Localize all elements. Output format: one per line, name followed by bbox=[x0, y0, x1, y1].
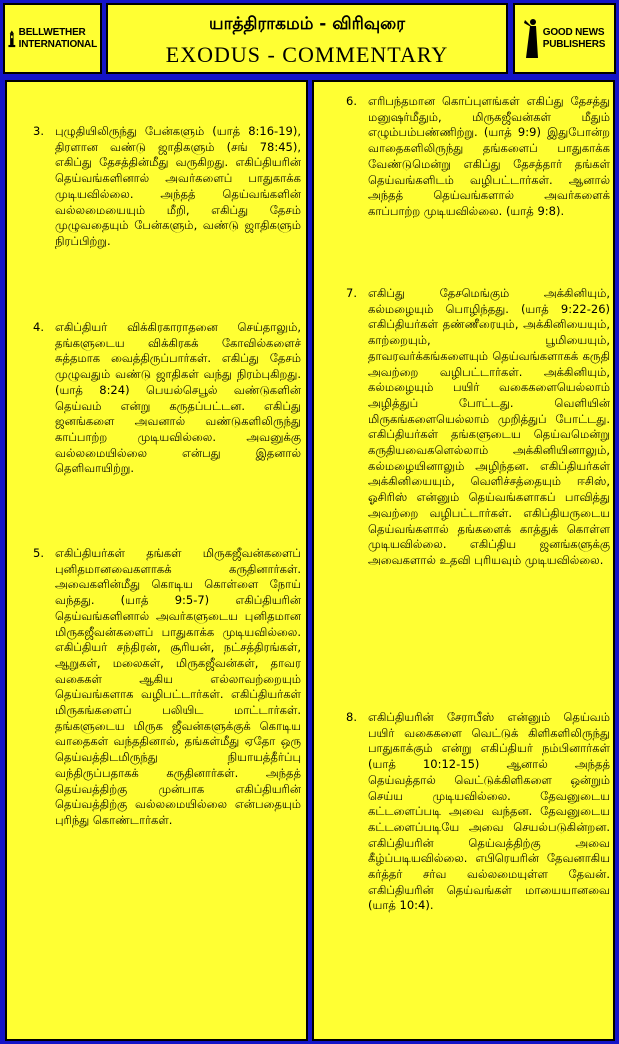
good-news-logo-text: GOOD NEWS PUBLISHERS bbox=[542, 26, 606, 50]
item-number: 6. bbox=[346, 94, 357, 108]
item-text: எகிப்தியரின் சேராபீஸ் என்னும் தெய்வம் பயிர் வகைகளை வெட்டுக் கிளிகளிலிருந்து பாதுகாக்கும் என்று எகிப்தியர் நம்பினார்கள் (யாத் 10:12-15) ஆனால் அந்தத் தெய்வத்தால் வெட்டுக்கிளிகளை ஒன்றும் செய்ய முடியவில்லை. தேவனுடைய கட்டளைப்படி அவை வந்தன. தேவனுடைய கட்டளைப்படியே அவை செயல்படுகின்றன. எகிப்தியரின் தெய்வத்திற்கு அவை கீழ்ப்படியவில்லை. எபிரெயரின் தேவனாகிய கர்த்தர் சர்வ வல்லமையுள்ள தேவன். எகிப்தியரின் தெய்வங்கள் மாயையானவை (யாத் 10:4). bbox=[368, 710, 610, 913]
item-number: 8. bbox=[346, 710, 357, 724]
bellwether-logo bbox=[3, 3, 102, 74]
trumpet-figure-icon bbox=[524, 18, 540, 60]
item-number: 7. bbox=[346, 286, 357, 300]
item-text: எரிபந்தமான கொப்புளங்கள் எகிப்து தேசத்து மனுஷர்மீதும், மிருகஜீவன்கள் மீதும் எழும்பம்பண்ணிற்று. (யாத் 9:9) இதுபோன்ற வாதைகளிலிருந்து தங்களைப் பாதுகாக்க வேண்டுமென்று எகிப்து தேசத்தார் தங்கள் தெய்வங்களிடம் வழிபட்டார்கள். ஆனால் அந்தத் தெய்வங்களால் அவர்களைக் காப்பாற்ற முடியவில்லை. (யாத் 9:8). bbox=[368, 94, 610, 218]
right-column bbox=[312, 80, 615, 1041]
item-number: 3. bbox=[33, 124, 44, 138]
item-text: எகிப்தியர்கள் தங்கள் மிருகஜீவன்களைப் புனிதமானவைகளாகக் கருதினார்கள். அவைகளின்மீது கொடிய கொள்ளை நோய் வந்தது. (யாத் 9:5-7) எகிப்தியரின் தெய்வங்களினால் அவர்களுடைய புனிதமான மிருகஜீவன்களைப் பாதுகாக்க முடியவில்லை. எகிப்தியர் சந்திரன், சூரியன், நட்சத்திரங்கள், ஆறுகள், மலைகள், மிருகஜீவன்கள், தாவர வகைகள் ஆகிய எல்லாவற்றையும் தெய்வங்களாக வழிபட்டார்கள். எகிப்தியர்கள் மிருகங்களைப் பலியிட மாட்டார்கள். தங்களுடைய மிருக ஜீவன்களுக்குக் கொடிய வாதைகள் வந்ததினால், தங்கள்மீது ஏதோ ஒரு தெய்வத்திடமிருந்து நியாயத்தீர்ப்பு வந்திருப்பதாகக் கருதினார்கள். அந்தத் தெய்வத்திற்கு முன்பாக எகிப்தியரின் தெய்வத்திற்கு வல்லமையில்லை என்பதையும் புரிந்து கொண்டார்கள். bbox=[55, 546, 301, 827]
list-item bbox=[346, 710, 610, 914]
bell-tower-icon bbox=[8, 19, 16, 59]
bellwether-logo-text: BELLWETHER INTERNATIONAL bbox=[18, 26, 97, 50]
list-item bbox=[346, 94, 610, 220]
item-text: புழுதியிலிருந்து பேன்களும் (யாத் 8:16-19), திரளான வண்டு ஜாதிகளும் (சங் 78:45), எகிப்து தேசத்தின்மீது வருகிறது. எகிப்தியரின் தெய்வங்களினால் அவர்களைப் பாதுகாக்க முடியவில்லை. அந்தத் தெய்வங்களின் வல்லமையையும் மீறி, எகிப்து தேசம் முழுவதையும் பேன்களும், வண்டு ஜாதிகளும் நிரப்பிற்று. bbox=[55, 124, 301, 248]
item-text: எகிப்து தேசமெங்கும் அக்கினியும், கல்மழையும் பொழிந்தது. (யாத் 9:22-26) எகிப்தியர்கள் தண்ணீரையும், அக்கினியையும், காற்றையும், பூமியையும், தாவரவர்க்கங்களையும் தெய்வங்களாகக் கருதி அவற்றை வழிபட்டார்கள். அக்கினியும், கல்மழையும் பயிர் வகைகளையெல்லாம் அழித்துப் போட்டது. வெளியின் மிருகங்களையெல்லாம் முறித்துப் போட்டது. எகிப்தியர்கள் தங்களுடைய தெய்வமென்று கருதியவைகளெல்லாம் அக்கினியினாலும், கல்மழையினாலும் அழிந்தன. எகிப்தியர்கள் அக்கினியையும், வெளிச்சத்தையும் ஈசிஸ், ஓசிரிஸ் என்னும் தெய்வங்களாகப் பாவித்து அவற்றை வழிபட்டார்கள். எகிப்தியருடைய தெய்வங்களால் தங்களைக் காத்துக் கொள்ள முடியவில்லை. எகிப்திய ஜனங்களுக்கு அவைகளால் உதவி புரியவும் முடியவில்லை. bbox=[368, 286, 610, 567]
list-item bbox=[346, 286, 610, 569]
page-title-tamil: யாத்திராகமம் - விரிவுரை bbox=[209, 14, 405, 34]
left-column bbox=[5, 80, 308, 1041]
page-header bbox=[106, 3, 508, 74]
list-item bbox=[33, 320, 301, 477]
page-title-english: EXODUS - COMMENTARY bbox=[165, 42, 449, 67]
item-number: 5. bbox=[33, 546, 44, 560]
item-text: எகிப்தியர் விக்கிரகாராதனை செய்தாலும், தங்களுடைய விக்கிரகக் கோவில்களைச் சுத்தமாக வைத்திருப்பார்கள். எகிப்து தேசம் முழுவதும் வண்டு ஜாதிகள் வந்து நிரம்புகிறது. (யாத் 8:24) பெயல்செபூல் வண்டுகளின் தெய்வம் என்று கருதப்பட்டன. எகிப்து ஜனங்களை அவனால் வண்டுகளிலிருந்து காப்பாற்ற முடியவில்லை. அவனுக்கு வல்லமையில்லை என்பது இதனால் தெளிவாயிற்று. bbox=[55, 320, 301, 476]
item-number: 4. bbox=[33, 320, 44, 334]
good-news-logo bbox=[513, 3, 616, 74]
list-item bbox=[33, 546, 301, 829]
list-item bbox=[33, 124, 301, 250]
